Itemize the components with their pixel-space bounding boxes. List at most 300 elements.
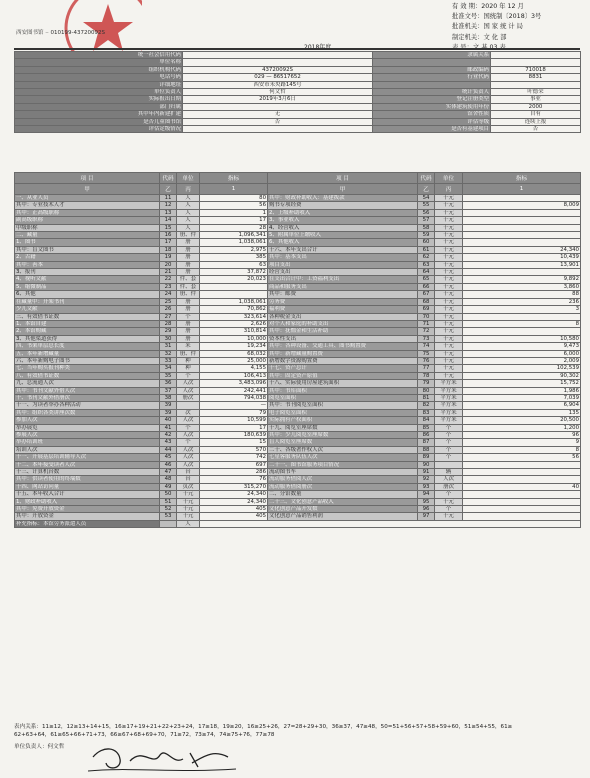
- left-item-cell: 十、书刊文献外借册次: [15, 394, 160, 401]
- right-unit-cell: 平方米: [435, 417, 463, 424]
- left-value-cell: 28: [200, 224, 268, 231]
- right-item-cell: 在支出合计中：工资福利支出: [268, 276, 418, 283]
- left-item-cell: 其中：专业技术人才: [15, 202, 160, 209]
- left-item-cell: 1、图书: [15, 239, 160, 246]
- left-value-cell: 68,032: [200, 350, 268, 357]
- right-code-cell: 70: [418, 313, 435, 320]
- left-code-cell: 31: [160, 343, 177, 350]
- right-value-cell: 9,892: [463, 276, 581, 283]
- right-code-cell: 62: [418, 254, 435, 261]
- right-unit-cell: 千元: [435, 224, 463, 231]
- left-value-cell: 385: [200, 254, 268, 261]
- left-unit-cell: 人次: [177, 417, 200, 424]
- right-item-cell: 商品和服务支出: [268, 283, 418, 290]
- left-unit-cell: 米: [177, 343, 200, 350]
- left-item-cell: 中级职称: [15, 224, 160, 231]
- info-label: 单位名称: [15, 59, 183, 66]
- right-unit-cell: 千元: [435, 195, 463, 202]
- right-unit-cell: 人次: [435, 476, 463, 483]
- left-unit-cell: 人次: [177, 454, 200, 461]
- right-code-cell: 67: [418, 291, 435, 298]
- table-relations-line1: 表内关系：11≥12，12≥13+14+15，16≥17+19+21+22+23+24，17≥18，19≥20，16≥25+26，27=28+29+30，36≥37，47≥48，50=51+56+57+58+59+60，51≥54+55，61≥: [14, 724, 513, 730]
- sub-c-left: 丙: [177, 184, 200, 195]
- table-row: [15, 483, 581, 490]
- left-value-cell: 310,814: [200, 328, 268, 335]
- left-unit-cell: 人次: [177, 446, 200, 453]
- right-code-cell: 86: [418, 432, 435, 439]
- right-item-cell: 其中：各种设备、交通工具、图书购置费: [268, 343, 418, 350]
- left-unit-cell: 件、套: [177, 276, 200, 283]
- info-value: [183, 59, 373, 66]
- left-item-cell: 其中：免费开放资金: [15, 506, 160, 513]
- right-unit-cell: [435, 461, 463, 468]
- right-value-cell: [463, 498, 581, 505]
- top-divider: [14, 48, 580, 50]
- table-row: [15, 454, 581, 461]
- left-value-cell: —: [200, 402, 268, 409]
- left-value-cell: 1,096,341: [200, 232, 268, 239]
- left-value-cell: [200, 291, 268, 298]
- info-label: 组织机构代码: [15, 66, 183, 73]
- left-unit-cell: 次: [177, 409, 200, 416]
- table-row: [15, 291, 581, 298]
- info-right-value: 连续上报: [491, 118, 581, 125]
- right-code-cell: 64: [418, 269, 435, 276]
- right-item-cell: 文化创意产品开发数: [268, 506, 418, 513]
- right-item-cell: 十七、资产总计: [268, 365, 418, 372]
- info-right-label: 隶属关系: [373, 52, 491, 59]
- info-right-value: 8831: [491, 74, 581, 81]
- left-value-cell: 17: [200, 424, 268, 431]
- right-code-cell: 65: [418, 276, 435, 283]
- left-unit-cell: 册、件: [177, 232, 200, 239]
- right-value-cell: 9,473: [463, 343, 581, 350]
- left-value-cell: 24,340: [200, 491, 268, 498]
- left-item-cell: 十二、本年接受读者人次: [15, 461, 160, 468]
- right-unit-cell: 千元: [435, 202, 463, 209]
- left-value-cell: 37,872: [200, 269, 268, 276]
- left-unit-cell: 册: [177, 335, 200, 342]
- right-value-cell: [463, 224, 581, 231]
- right-value-cell: 88: [463, 291, 581, 298]
- left-item-cell: 其中：正高级职称: [15, 209, 160, 216]
- right-item-cell: 流动服务借阅册次: [268, 483, 418, 490]
- table-relations-line2: 62+63+64，61≥65+66+71+73，66≥67+68+69+70，71≥72，73≥74，74≥75+76，77≥78: [14, 732, 275, 738]
- right-value-cell: [463, 476, 581, 483]
- info-row: [15, 89, 581, 96]
- right-item-cell: 七星客服务队伍人次: [268, 454, 418, 461]
- right-item-cell: 其中：书库面积: [268, 387, 418, 394]
- right-unit-cell: 个: [435, 454, 463, 461]
- info-value: 何文哲: [183, 89, 373, 96]
- right-value-cell: 96: [463, 432, 581, 439]
- right-unit-cell: 千元: [435, 306, 463, 313]
- right-unit-cell: 个: [435, 506, 463, 513]
- left-value-cell: 1: [200, 209, 268, 216]
- right-value-cell: 3: [463, 306, 581, 313]
- right-code-cell: 61: [418, 246, 435, 253]
- info-row: [15, 118, 581, 125]
- right-code-cell: 57: [418, 217, 435, 224]
- left-code-cell: 38: [160, 394, 177, 401]
- table-row: [15, 217, 581, 224]
- right-item-cell: 流动图书车: [268, 469, 418, 476]
- info-value: 否: [183, 118, 373, 125]
- info-row: [15, 103, 581, 110]
- left-unit-cell: 个: [177, 424, 200, 431]
- left-value-cell: 25,000: [200, 357, 268, 364]
- left-code-cell: 16: [160, 232, 177, 239]
- info-right-value: 事业: [491, 96, 581, 103]
- info-right-label: 实体建筑使用年份: [373, 103, 491, 110]
- left-value-cell: 405: [200, 513, 268, 520]
- left-unit-cell: 册: [177, 306, 200, 313]
- unit-head-label: 单位负责人：何文哲: [14, 744, 65, 750]
- info-value: 029 — 86517652: [183, 74, 373, 81]
- supplement-label: 补充指标：本馆劳务派遣人员: [15, 520, 160, 527]
- col-item-left: 项 目: [15, 173, 160, 184]
- info-value: 2019年3月6日: [183, 96, 373, 103]
- right-value-cell: 56: [463, 454, 581, 461]
- left-code-cell: 43: [160, 439, 177, 446]
- left-unit-cell: 件、套: [177, 283, 200, 290]
- right-item-cell: 其中：邮费: [268, 291, 418, 298]
- right-code-cell: 90: [418, 461, 435, 468]
- table-row: [15, 246, 581, 253]
- left-unit-cell: 册: [177, 239, 200, 246]
- left-code-cell: 18: [160, 246, 177, 253]
- left-item-cell: 2、本馆购藏: [15, 328, 160, 335]
- approval-line: 有 效 期：2020 年 12 月: [452, 3, 524, 10]
- left-code-cell: 27: [160, 313, 177, 320]
- right-code-cell: 78: [418, 372, 435, 379]
- right-unit-cell: 千元: [435, 298, 463, 305]
- right-code-cell: 79: [418, 380, 435, 387]
- table-row: [15, 439, 581, 446]
- left-unit-cell: 人: [177, 195, 200, 202]
- right-unit-cell: 千元: [435, 246, 463, 253]
- left-value-cell: [200, 283, 268, 290]
- right-unit-cell: 千元: [435, 328, 463, 335]
- table-row: [15, 195, 581, 202]
- info-right-value: [491, 52, 581, 59]
- table-row: [15, 446, 581, 453]
- table-row: [15, 343, 581, 350]
- left-unit-cell: 人次: [177, 387, 200, 394]
- table-row: [15, 232, 581, 239]
- info-label: 单位负责人: [15, 89, 183, 96]
- info-value: 无: [183, 111, 373, 118]
- info-right-value: [491, 59, 581, 66]
- left-item-cell: 一、从业人员: [15, 195, 160, 202]
- right-unit-cell: 册次: [435, 483, 463, 490]
- right-item-cell: 十八、实际使用房屋建筑面积: [268, 380, 418, 387]
- info-right-label: 评估等级: [373, 118, 491, 125]
- col-value-right: 指标: [463, 173, 581, 184]
- left-item-cell: 其中：善本: [15, 261, 160, 268]
- left-unit-cell: 册、件: [177, 291, 200, 298]
- info-label: 是否儿童图书馆: [15, 118, 183, 125]
- left-unit-cell: [177, 402, 200, 409]
- left-value-cell: 242,441: [200, 387, 268, 394]
- left-unit-cell: 人: [177, 209, 200, 216]
- left-code-cell: 21: [160, 269, 177, 276]
- right-value-cell: 40: [463, 483, 581, 490]
- right-item-cell: 盲人阅览室座席数: [268, 439, 418, 446]
- right-value-cell: 1,986: [463, 387, 581, 394]
- right-item-cell: 电子阅览室面积: [268, 409, 418, 416]
- left-unit-cell: 台: [177, 476, 200, 483]
- left-item-cell: 七、当年购买报刊种类: [15, 365, 160, 372]
- right-code-cell: 82: [418, 402, 435, 409]
- left-value-cell: 323,614: [200, 313, 268, 320]
- table-row: [15, 306, 581, 313]
- left-value-cell: 17: [200, 217, 268, 224]
- info-row: [15, 66, 581, 73]
- right-code-cell: 94: [418, 491, 435, 498]
- left-unit-cell: 人次: [177, 432, 200, 439]
- left-code-cell: 36: [160, 380, 177, 387]
- left-value-cell: 63: [200, 261, 268, 268]
- left-unit-cell: 千元: [177, 513, 200, 520]
- right-item-cell: 文化创意产品销售利润: [268, 513, 418, 520]
- right-value-cell: [463, 328, 581, 335]
- right-code-cell: 92: [418, 476, 435, 483]
- right-unit-cell: 辆: [435, 469, 463, 476]
- table-row: [15, 491, 581, 498]
- left-value-cell: 2,975: [200, 246, 268, 253]
- right-value-cell: 102,539: [463, 365, 581, 372]
- left-value-cell: 286: [200, 469, 268, 476]
- left-item-cell: 5、缩微制品: [15, 283, 160, 290]
- right-code-cell: 75: [418, 350, 435, 357]
- right-value-cell: [463, 269, 581, 276]
- left-code-cell: 49: [160, 483, 177, 490]
- info-label: 评估定级情况: [15, 126, 183, 133]
- right-item-cell: 3、事业收入: [268, 217, 418, 224]
- right-item-cell: 二十三、文化创意产品收入: [268, 498, 418, 505]
- right-value-cell: [463, 217, 581, 224]
- right-unit-cell: 个: [435, 424, 463, 431]
- left-unit-cell: 册: [177, 320, 200, 327]
- info-right-value: 叶德荣: [491, 89, 581, 96]
- right-code-cell: 60: [418, 239, 435, 246]
- left-code-cell: 14: [160, 217, 177, 224]
- left-code-cell: 51: [160, 498, 177, 505]
- right-code-cell: 87: [418, 439, 435, 446]
- sub-a-right: 甲: [268, 184, 418, 195]
- left-value-cell: 106,413: [200, 372, 268, 379]
- right-unit-cell: 千元: [435, 217, 463, 224]
- left-unit-cell: 册、件: [177, 350, 200, 357]
- approval-line: 批准机关：国 家 统 计 局: [452, 23, 523, 31]
- indicator-rows: [15, 195, 581, 521]
- left-code-cell: 32: [160, 350, 177, 357]
- approval-line: 制定机关：文 化 部: [452, 33, 507, 41]
- left-code-cell: 19: [160, 254, 177, 261]
- left-code-cell: 15: [160, 224, 177, 231]
- left-value-cell: 570: [200, 446, 268, 453]
- left-item-cell: 举办展览: [15, 424, 160, 431]
- table-row: [15, 313, 581, 320]
- unit-info-body: [15, 52, 581, 133]
- table-row: [15, 387, 581, 394]
- left-code-cell: 39: [160, 409, 177, 416]
- left-code-cell: 52: [160, 506, 177, 513]
- left-unit-cell: 册: [177, 328, 200, 335]
- left-item-cell: 6、其他: [15, 291, 160, 298]
- right-value-cell: 8,009: [463, 202, 581, 209]
- table-row: [15, 476, 581, 483]
- right-item-cell: 4、经营收入: [268, 224, 418, 231]
- right-code-cell: 89: [418, 454, 435, 461]
- left-item-cell: 少儿文献: [15, 306, 160, 313]
- right-code-cell: 74: [418, 343, 435, 350]
- left-code-cell: 47: [160, 469, 177, 476]
- right-item-cell: 其中：基本支出: [268, 254, 418, 261]
- info-label: 统一社会信用代码: [15, 52, 183, 59]
- left-unit-cell: 册: [177, 298, 200, 305]
- right-code-cell: 59: [418, 232, 435, 239]
- right-value-cell: 90,302: [463, 372, 581, 379]
- left-item-cell: 参加人次: [15, 417, 160, 424]
- left-value-cell: 76: [200, 476, 268, 483]
- left-item-cell: 其中：书刊文献外借人次: [15, 387, 160, 394]
- unit-info-table: [14, 51, 581, 133]
- left-item-cell: 九、总流通人次: [15, 380, 160, 387]
- table-row: [15, 357, 581, 364]
- right-unit-cell: 千元: [435, 320, 463, 327]
- right-item-cell: 经营支出: [268, 269, 418, 276]
- right-value-cell: 8: [463, 446, 581, 453]
- info-right-label: 邮政编码: [373, 66, 491, 73]
- left-code-cell: 34: [160, 365, 177, 372]
- info-value: 43720092S: [183, 66, 373, 73]
- left-unit-cell: 册次: [177, 394, 200, 401]
- right-code-cell: 76: [418, 357, 435, 364]
- info-right-label: 行业代码: [373, 74, 491, 81]
- table-row: [15, 335, 581, 342]
- right-code-cell: 55: [418, 202, 435, 209]
- left-value-cell: 56: [200, 202, 268, 209]
- approval-info-block: [452, 2, 588, 53]
- right-code-cell: 68: [418, 298, 435, 305]
- table-row: [15, 261, 581, 268]
- right-value-cell: [463, 232, 581, 239]
- left-code-cell: 35: [160, 372, 177, 379]
- info-right-label: [373, 81, 491, 88]
- left-item-cell: 其中：盲文图书: [15, 246, 160, 253]
- left-code-cell: 30: [160, 335, 177, 342]
- left-item-cell: 三、有效借书证数: [15, 313, 160, 320]
- right-item-cell: 资本性支出: [268, 335, 418, 342]
- left-code-cell: 48: [160, 476, 177, 483]
- left-code-cell: 39: [160, 402, 177, 409]
- table-row: [15, 276, 581, 283]
- right-item-cell: 2、上级补助收入: [268, 209, 418, 216]
- handwritten-signature: [88, 737, 238, 777]
- supplement-value: [200, 520, 581, 527]
- info-right-label: 统计负责人: [373, 89, 491, 96]
- right-value-cell: 10,580: [463, 335, 581, 342]
- right-value-cell: 6,000: [463, 350, 581, 357]
- left-code-cell: 41: [160, 424, 177, 431]
- right-item-cell: 十九、阅览室座席数: [268, 424, 418, 431]
- left-unit-cell: 人: [177, 202, 200, 209]
- table-row: [15, 254, 581, 261]
- left-code-cell: 17: [160, 239, 177, 246]
- table-row: [15, 298, 581, 305]
- right-code-cell: 66: [418, 283, 435, 290]
- left-value-cell: 10,000: [200, 335, 268, 342]
- left-value-cell: 697: [200, 461, 268, 468]
- right-value-cell: 15,752: [463, 380, 581, 387]
- col-code-left: 代码: [160, 173, 177, 184]
- right-code-cell: 83: [418, 409, 435, 416]
- left-item-cell: 其中：组织各类讲座次数: [15, 409, 160, 416]
- right-item-cell: 二十、各级著作权人次: [268, 446, 418, 453]
- sub-c-right: 丙: [435, 184, 463, 195]
- right-code-cell: 77: [418, 365, 435, 372]
- right-unit-cell: 千元: [435, 254, 463, 261]
- right-unit-cell: 千元: [435, 239, 463, 246]
- table-row: [15, 328, 581, 335]
- right-code-cell: 93: [418, 483, 435, 490]
- table-row: [15, 283, 581, 290]
- table-row: [15, 320, 581, 327]
- left-item-cell: 1、财政补助收入: [15, 498, 160, 505]
- right-code-cell: 84: [418, 417, 435, 424]
- left-value-cell: 180,639: [200, 432, 268, 439]
- info-label: 详细地址: [15, 81, 183, 88]
- left-item-cell: 举办培训班: [15, 439, 160, 446]
- left-code-cell: 13: [160, 209, 177, 216]
- left-code-cell: 28: [160, 320, 177, 327]
- sub-b-right: 乙: [418, 184, 435, 195]
- right-item-cell: 其中：新增藏量购置费: [268, 350, 418, 357]
- right-unit-cell: 个: [435, 446, 463, 453]
- right-item-cell: 对个人和家庭的补助支出: [268, 320, 418, 327]
- right-code-cell: 88: [418, 446, 435, 453]
- left-code-cell: 23: [160, 283, 177, 290]
- right-value-cell: 20,500: [463, 417, 581, 424]
- right-item-cell: 其中：少儿阅览室座席数: [268, 432, 418, 439]
- left-code-cell: 29: [160, 328, 177, 335]
- right-unit-cell: 平方米: [435, 402, 463, 409]
- left-item-cell: 六、本年新购电子图书: [15, 357, 160, 364]
- col-code-right: 代码: [418, 173, 435, 184]
- header-row: [15, 173, 581, 184]
- info-right-value: 否: [491, 126, 581, 133]
- info-row: [15, 96, 581, 103]
- left-unit-cell: 册: [177, 269, 200, 276]
- left-code-cell: 40: [160, 417, 177, 424]
- right-value-cell: 24,340: [463, 246, 581, 253]
- right-value-cell: 10,439: [463, 254, 581, 261]
- left-value-cell: 19,234: [200, 343, 268, 350]
- table-row: [15, 409, 581, 416]
- right-value-cell: 7,039: [463, 394, 581, 401]
- right-item-cell: 其中：抚恤金和生活补助: [268, 328, 418, 335]
- right-item-cell: 其中：财政补助收入：基建拨款: [268, 195, 418, 202]
- col-item-right: 项 目: [268, 173, 418, 184]
- left-code-cell: 11: [160, 195, 177, 202]
- right-item-cell: 二、分馆数量: [268, 491, 418, 498]
- left-item-cell: 二、藏量: [15, 232, 160, 239]
- right-unit-cell: 千元: [435, 261, 463, 268]
- left-unit-cell: 人次: [177, 380, 200, 387]
- table-row: [15, 202, 581, 209]
